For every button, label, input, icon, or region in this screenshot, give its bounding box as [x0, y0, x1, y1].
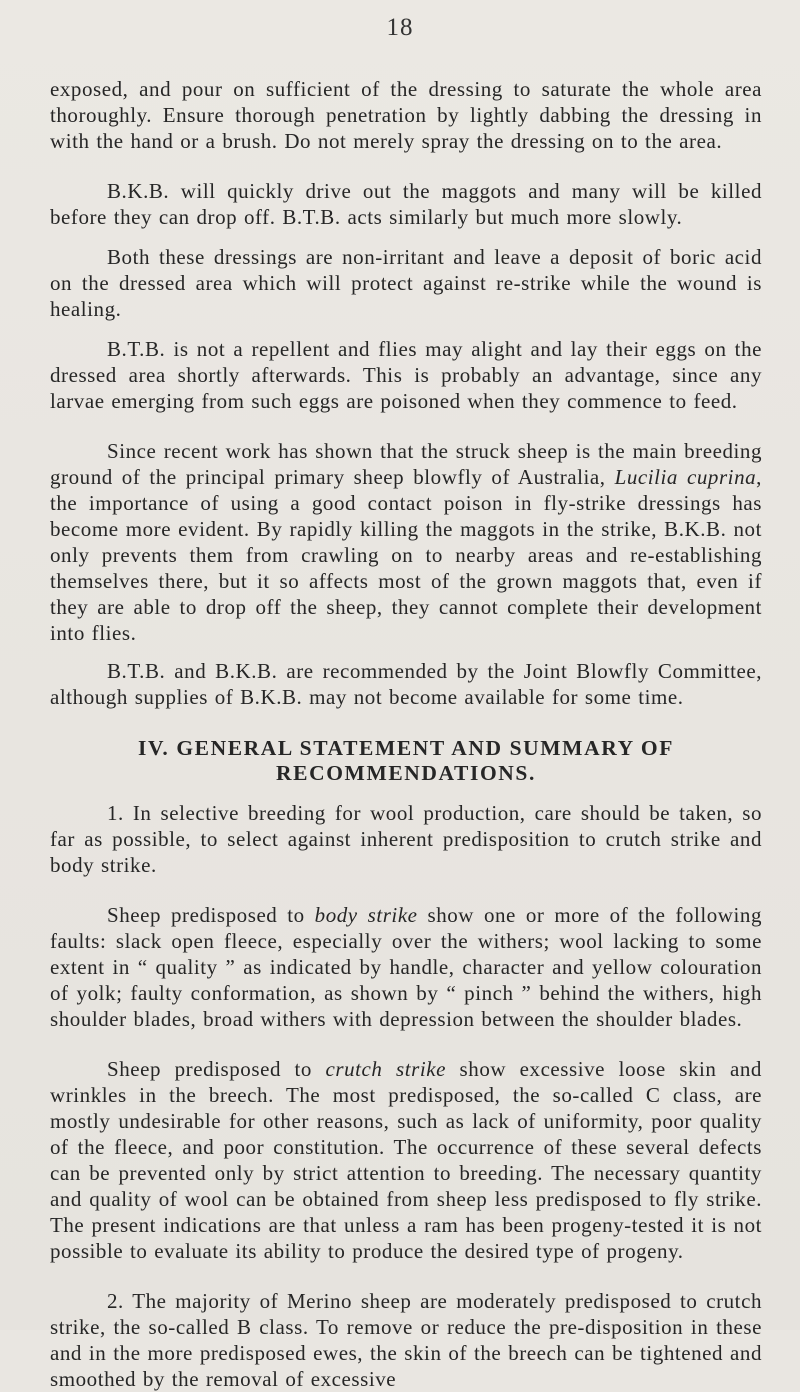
page-number: 18 — [386, 14, 414, 41]
paragraph-selective-breeding: 1. In selective breeding for wool production, care should be taken, so far as possible, to select against inherent predisposition to crutch strike and body strike. — [50, 801, 762, 877]
paragraph-crutch-strike — [50, 1056, 762, 1264]
paragraph-body-strike-text-a: Sheep predisposed to — [107, 903, 315, 927]
section-heading-line-2: RECOMMENDATIONS. — [276, 761, 536, 785]
crutch-strike-term: crutch strike — [325, 1057, 446, 1081]
paragraph-non-irritant: Both these dressings are non-irritant and leave a deposit of boric acid on the dressed area which will protect against re-strike while the wound is healing. — [50, 245, 762, 321]
section-heading-line-1: IV. GENERAL STATEMENT AND SUMMARY OF — [138, 736, 674, 760]
paragraph-contact-poison-text-b: , the importance of using a good contact poison in fly-strike dressings has become more evident. By rapidly killing the maggots in the strike, B.K.B. not only prevents them from crawling on to nearby areas and re-establishing themselves there, but it so affects most of the grown maggots that, even if they are able to drop off the sheep, they cannot complete their development into flies. — [50, 465, 762, 645]
paragraph-body-strike-text-b: show one or more of the following faults: slack open fleece, especially over the withers; wool lacking to some extent in “ quality ” as indicated by handle, character and yellow colouration of yolk; faulty conformation, as shown by “ pinch ” behind the withers, high shoulder blades, broad withers with depression between the shoulder blades. — [50, 903, 762, 1031]
paragraph-body-strike — [50, 902, 762, 1032]
paragraph-merino-majority: 2. The majority of Merino sheep are moderately predisposed to crutch strike, the so-called B class. To remove or reduce the pre-disposition in these and in the more predisposed ewes, the skin of the breech can be tightened and smoothed by the removal of excessive — [50, 1289, 762, 1391]
paragraph-btb-repellent: B.T.B. is not a repellent and flies may alight and lay their eggs on the dressed area shortly afterwards. This is probably an advantage, since any larvae emerging from such eggs are poisoned when they commence to feed. — [50, 337, 762, 413]
paragraph-contact-poison-text-a: Since recent work has shown that the struck sheep is the main breeding ground of the principal primary sheep blowfly of Australia, — [50, 439, 762, 489]
body-strike-term: body strike — [314, 903, 418, 927]
paragraph-contact-poison — [50, 438, 762, 646]
paragraph-committee-recommendation: B.T.B. and B.K.B. are recommended by the Joint Blowfly Committee, although supplies of B.K.B. may not become available for some time. — [50, 659, 762, 709]
paragraph-crutch-strike-text-b: show excessive loose skin and wrinkles in the breech. The most predisposed, the so-called C class, are mostly undesirable for other reasons, such as lack of uniformity, poor quality of the fleece, and poor constitution. The occurrence of these several defects can be prevented only by strict attention to breeding. The necessary quantity and quality of wool can be obtained from sheep less predisposed to fly strike. The present indications are that unless a ram has been progeny-tested it is not possible to evaluate its ability to produce the desired type of progeny. — [50, 1057, 762, 1263]
paragraph-crutch-strike-text-a: Sheep predisposed to — [107, 1057, 326, 1081]
paragraph-dressing-application: exposed, and pour on sufficient of the dressing to saturate the whole area thoroughly. Ensure thorough penetration by lightly dabbing the dressing in with the hand or a brush. Do not merely spray the dressing on to the area. — [50, 77, 762, 153]
paragraph-bkb-action: B.K.B. will quickly drive out the maggots and many will be killed before they can drop off. B.T.B. acts similarly but much more slowly. — [50, 179, 762, 229]
species-name: Lucilia cuprina — [614, 465, 757, 489]
section-heading — [50, 736, 762, 786]
